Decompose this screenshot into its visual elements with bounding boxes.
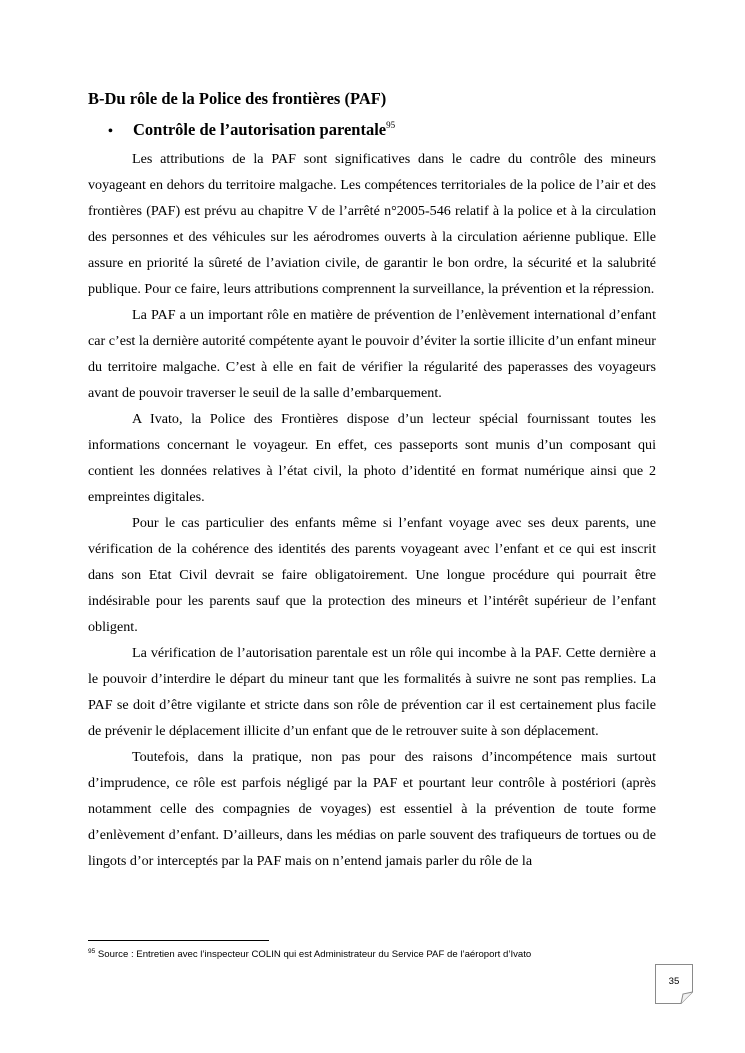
subsection-title: Contrôle de l’autorisation parentale (133, 120, 387, 139)
body-text (88, 146, 656, 874)
paragraph: La vérification de l’autorisation parentale est un rôle qui incombe à la PAF. Cette dernière a le pouvoir d’interdire le départ du mineur tant que les formalités à suivre ne sont pas remplies. La PAF se doit d’être vigilante et stricte dans son rôle de prévention car il est certainement plus facile de prévenir le déplacement illicite d’un enfant que de le retrouver suite à son déplacement. (88, 645, 656, 739)
footnote-reference[interactable]: 95 (386, 120, 396, 130)
footnote-number: 95 (88, 948, 96, 955)
page-number-badge (655, 964, 693, 1004)
bullet-icon: • (108, 124, 113, 139)
footnote-text: Source : Entretien avec l’inspecteur COLIN qui est Administrateur du Service PAF de l’aéroport d’Ivato (95, 949, 532, 960)
paragraph: La PAF a un important rôle en matière de prévention de l’enlèvement international d’enfant car c’est la dernière autorité compétente ayant le pouvoir d’éviter la sortie illicite d’un enfant mineur du territoire malgache. C’est à elle en fait de vérifier la régularité des paperasses des voyageurs avant de pouvoir traverser le seuil de la salle d’embarquement. (88, 307, 656, 401)
page-number: 35 (668, 976, 680, 987)
subsection-heading (108, 120, 668, 142)
paragraph: A Ivato, la Police des Frontières dispose d’un lecteur spécial fournissant toutes les informations concernant le voyageur. En effet, ces passeports sont munis d’un composant qui contient les données relatives à l’état civil, la photo d’identité en format numérique ainsi que 2 empreintes digitales. (88, 411, 656, 505)
paragraph: Les attributions de la PAF sont significatives dans le cadre du contrôle des mineurs voyageant en dehors du territoire malgache. Les compétences territoriales de la police de l’air et des frontières (PAF) est prévu au chapitre V de l’arrêté n°2005-546 relatif à la police et à la circulation des personnes et des véhicules sur les aérodromes ouverts à la circulation aérienne publique. Elle assure en priorité la sûreté de l’aviation civile, de garantir le bon ordre, la sécurité et la salubrité publique. Pour ce faire, leurs attributions comprennent la surveillance, la prévention et la répression. (88, 151, 656, 297)
section-heading: B-Du rôle de la Police des frontières (PAF) (88, 89, 387, 108)
footnote (88, 949, 688, 961)
footnote-divider (88, 940, 269, 941)
paragraph: Pour le cas particulier des enfants même si l’enfant voyage avec ses deux parents, une vérification de la cohérence des identités des parents voyageant avec l’enfant et ce qui est inscrit dans son Etat Civil devrait se faire obligatoirement. Une longue procédure qui pourrait être indésirable pour les parents sauf que la protection des mineurs et l’intérêt supérieur de l’enfant obligent. (88, 515, 656, 635)
paragraph: Toutefois, dans la pratique, non pas pour des raisons d’incompétence mais surtout d’imprudence, ce rôle est parfois négligé par la PAF et pourtant leur contrôle à postériori (après notamment celle des compagnies de voyages) est essentiel à la prévention de toute forme d’enlèvement d’enfant. D’ailleurs, dans les médias on parle souvent des trafiqueurs de tortues ou de lingots d’or interceptés par la PAF mais on n’entend jamais parler du rôle de la (88, 749, 656, 869)
